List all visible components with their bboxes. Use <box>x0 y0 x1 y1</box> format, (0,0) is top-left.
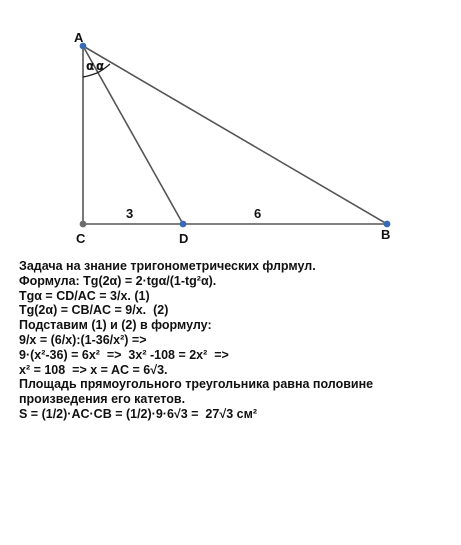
point-label-a: A <box>74 30 84 45</box>
angle-label-2: α <box>96 59 105 73</box>
solution-line-area-result: S = (1/2)·AC·CB = (1/2)·9·6√3 = 27√3 см² <box>19 406 257 421</box>
solution-line-equation: 9/x = (6/x):(1-36/x²) => <box>19 332 147 347</box>
solution-line-tan-2alpha: Tg(2α) = CB/AC = 9/x. (2) <box>19 303 169 318</box>
solution-line-formula: Формула: Tg(2α) = 2·tgα/(1-tg²α). <box>19 273 217 288</box>
segment-label-db: 6 <box>254 206 262 221</box>
solution-line-area-intro: Площадь прямоугольного треугольника равна половине <box>19 377 374 392</box>
point-d <box>180 221 187 228</box>
angle-arc-cad <box>83 73 97 77</box>
triangle-diagram <box>0 0 461 260</box>
solution-line-tan-alpha: Tgα = CD/AC = 3/x. (1) <box>19 288 150 303</box>
point-label-d: D <box>179 231 189 246</box>
solution-line-result-x: x² = 108 => x = AC = 6√3. <box>19 362 168 377</box>
point-label-b: B <box>381 227 391 242</box>
solution-line-title: Задача на знание тригонометрических флрмул. <box>19 259 316 273</box>
point-c <box>80 221 87 228</box>
side-ab <box>83 46 387 224</box>
solution-line-area-intro-2: произведения его катетов. <box>19 392 186 407</box>
angle-label-1: α <box>86 59 95 73</box>
solution-line-simplify: 9·(x²-36) = 6x² => 3x² -108 = 2x² => <box>19 347 229 362</box>
solution-line-substitute: Подставим (1) и (2) в формулу: <box>19 318 212 333</box>
solution-text <box>19 259 459 422</box>
segment-label-cd: 3 <box>126 206 134 221</box>
point-label-c: C <box>76 231 86 246</box>
